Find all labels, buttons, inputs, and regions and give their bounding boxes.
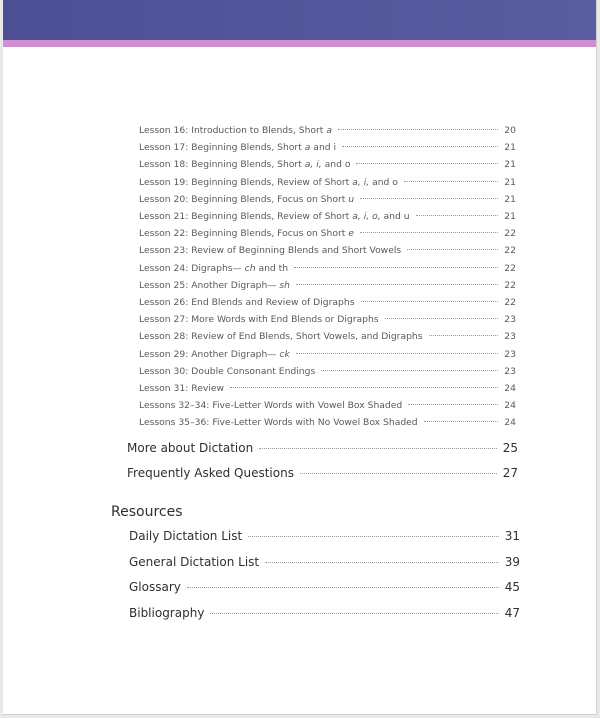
toc-entry-page: 24 [504, 417, 516, 429]
toc-entry-page: 21 [504, 159, 516, 171]
dot-leader [360, 232, 498, 233]
dot-leader [385, 318, 499, 319]
toc-entry-title [139, 228, 354, 239]
toc-entry-page: 22 [504, 245, 516, 257]
toc-entry-label: Frequently Asked Questions [127, 466, 294, 480]
toc-entry-page: 31 [504, 529, 520, 543]
dot-leader [300, 473, 497, 474]
toc-entry[interactable] [139, 263, 516, 277]
toc-entry-page: 24 [504, 383, 516, 394]
dot-leader [248, 536, 499, 537]
toc-entry-label: Daily Dictation List [129, 529, 243, 543]
toc-entry-title [139, 314, 379, 325]
toc-entry-label: Bibliography [129, 605, 205, 620]
toc-entry-italic: a [304, 142, 311, 154]
toc-entry-page: 23 [504, 314, 516, 326]
toc-entry-title [129, 529, 242, 543]
toc-entry-title [139, 245, 401, 256]
toc-entry-label: Lesson 19: Beginning Blends, Review of Short [139, 176, 350, 188]
toc-entry-title [139, 125, 332, 136]
toc-entry-page: 47 [504, 605, 520, 620]
toc-entry-label: Lesson 20: Beginning Blends, Focus on Short [139, 193, 346, 205]
toc-entry-label: Lesson 27: More Words with End Blends or Digraphs [139, 314, 379, 326]
toc-entry-title [139, 159, 350, 170]
toc-entry-page: 20 [504, 125, 516, 136]
toc-entry[interactable] [139, 417, 516, 431]
toc-entry-title [139, 142, 336, 153]
dot-leader [361, 301, 499, 302]
toc-entry-title [139, 177, 398, 188]
toc-entry-page: 23 [504, 348, 516, 360]
toc-entry-label: Lesson 22: Beginning Blends, Focus on Short [139, 228, 346, 240]
toc-entry-title [139, 280, 290, 291]
toc-entry-title [127, 441, 253, 455]
toc-entry-page: 39 [504, 554, 520, 569]
toc-entry-italic: a, i, [352, 176, 370, 188]
dot-leader [429, 335, 499, 336]
toc-entry[interactable] [139, 142, 516, 156]
toc-entry-page: 22 [504, 228, 516, 240]
toc-entry-title [139, 349, 290, 360]
toc-entry-italic: a, i, [304, 159, 322, 171]
toc-entry-label: Lesson 18: Beginning Blends, Short [139, 159, 302, 171]
dot-leader [294, 267, 498, 268]
toc-entry-italic: a, i, o, [352, 211, 381, 222]
toc-entry[interactable] [129, 529, 520, 543]
dot-leader [296, 284, 498, 285]
toc-entry-italic: u [348, 193, 355, 205]
toc-entry[interactable] [139, 383, 516, 397]
toc-entry-label: Lesson 23: Review of Beginning Blends and Short Vowels [139, 245, 402, 257]
dot-leader [296, 353, 499, 354]
dot-leader [360, 198, 498, 199]
toc-entry-title [139, 297, 355, 308]
toc-entry[interactable] [139, 228, 516, 242]
toc-entry-page: 22 [504, 279, 516, 291]
toc-entry-title [139, 417, 418, 428]
toc-entry-label: Lesson 16: Introduction to Blends, Short [139, 125, 324, 136]
toc-entry-tail: and o [369, 176, 398, 188]
dot-leader [265, 562, 499, 563]
toc-entry[interactable] [139, 125, 516, 139]
toc-entry-italic: ch [244, 262, 256, 274]
toc-entry-title [139, 263, 288, 274]
toc-entry-tail: and o [321, 159, 351, 171]
toc-entry-label: Glossary [129, 580, 181, 594]
toc-entry-title [129, 555, 259, 569]
toc-entry[interactable] [139, 297, 516, 311]
toc-entry-italic: e [348, 228, 354, 240]
toc-entry-tail: and i [310, 142, 337, 154]
toc-entry[interactable] [129, 555, 520, 569]
toc-entry[interactable] [139, 331, 516, 345]
toc-entry-page: 24 [504, 400, 516, 412]
toc-entry-label: Lessons 35–36: Five-Letter Words with No Vowel Box Shaded [139, 417, 418, 429]
toc-entry[interactable] [139, 366, 516, 380]
toc-entry-page: 21 [504, 142, 516, 154]
toc-entry-title [139, 383, 224, 394]
dot-leader [321, 370, 498, 371]
dot-leader [187, 587, 499, 588]
toc-entry-label: Lesson 29: Another Digraph— [139, 348, 277, 360]
toc-entry[interactable] [139, 349, 516, 363]
dot-leader [259, 448, 497, 449]
toc-entry[interactable] [129, 580, 520, 594]
dot-leader [210, 613, 498, 614]
toc-entry-italic: ck [279, 348, 290, 360]
toc-entry[interactable] [139, 159, 516, 173]
toc-entry[interactable] [139, 280, 516, 294]
toc-entry[interactable] [129, 606, 520, 620]
toc-entry-title [139, 194, 354, 205]
toc-entry-title [129, 606, 204, 620]
toc-entry-page: 23 [504, 331, 516, 343]
dot-leader [424, 421, 499, 422]
toc-entry-label: Lesson 30: Double Consonant Endings [139, 365, 316, 377]
dot-leader [408, 404, 498, 405]
toc-entry-tail: and th [255, 262, 289, 274]
toc-entry-italic: sh [279, 279, 291, 291]
toc-entry-title [139, 211, 410, 222]
dot-leader [338, 129, 498, 130]
toc-entry[interactable] [139, 314, 516, 328]
toc-entry-title [139, 400, 402, 411]
toc-entry-page: 22 [504, 262, 516, 274]
dot-leader [230, 387, 498, 388]
toc-entry-page: 25 [502, 441, 518, 455]
toc-entry-label: More about Dictation [127, 441, 254, 455]
toc-entry-italic: a [326, 125, 332, 136]
toc-entry[interactable] [139, 245, 516, 259]
toc-entry-tail: and u [380, 211, 410, 222]
toc-entry-label: Lesson 24: Digraphs— [139, 262, 242, 274]
toc-entry[interactable] [127, 441, 518, 455]
dot-leader [404, 181, 498, 182]
toc-entry[interactable] [139, 211, 516, 225]
toc-entry-label: General Dictation List [129, 554, 260, 569]
toc-entry-page: 21 [504, 211, 516, 222]
toc-entry-page: 27 [502, 466, 518, 480]
toc-entry-label: Lesson 17: Beginning Blends, Short [139, 142, 302, 154]
toc-entry-label: Lesson 28: Review of End Blends, Short Vowels, and Digraphs [139, 331, 423, 343]
toc-entry-title [127, 466, 294, 480]
dot-leader [342, 146, 498, 147]
toc-entry[interactable] [139, 194, 516, 208]
toc-entry[interactable] [139, 177, 516, 191]
toc-entry-page: 22 [504, 297, 516, 308]
book-page [3, 0, 597, 715]
dot-leader [416, 215, 499, 216]
toc-entry-label: Lessons 32–34: Five-Letter Words with Vowel Box Shaded [139, 400, 403, 412]
resources-heading: Resources [111, 504, 183, 520]
dot-leader [407, 249, 498, 250]
toc-entry-label: Lesson 26: End Blends and Review of Digraphs [139, 297, 355, 308]
header-band [3, 0, 596, 40]
toc-entry-label: Lesson 21: Beginning Blends, Review of Short [139, 211, 350, 222]
toc-entry-page: 21 [504, 193, 516, 205]
toc-entry-page: 45 [504, 580, 520, 594]
toc-entry[interactable] [127, 466, 518, 480]
toc-entry-title [139, 366, 315, 377]
header-stripe [3, 40, 596, 47]
toc-entry[interactable] [139, 400, 516, 414]
toc-entry-title [129, 580, 181, 594]
toc-entry-label: Lesson 31: Review [139, 383, 225, 394]
toc-entry-title [139, 331, 423, 342]
toc-entry-page: 21 [504, 176, 516, 188]
toc-entry-label: Lesson 25: Another Digraph— [139, 279, 277, 291]
dot-leader [356, 163, 498, 164]
toc-entry-page: 23 [504, 365, 516, 377]
